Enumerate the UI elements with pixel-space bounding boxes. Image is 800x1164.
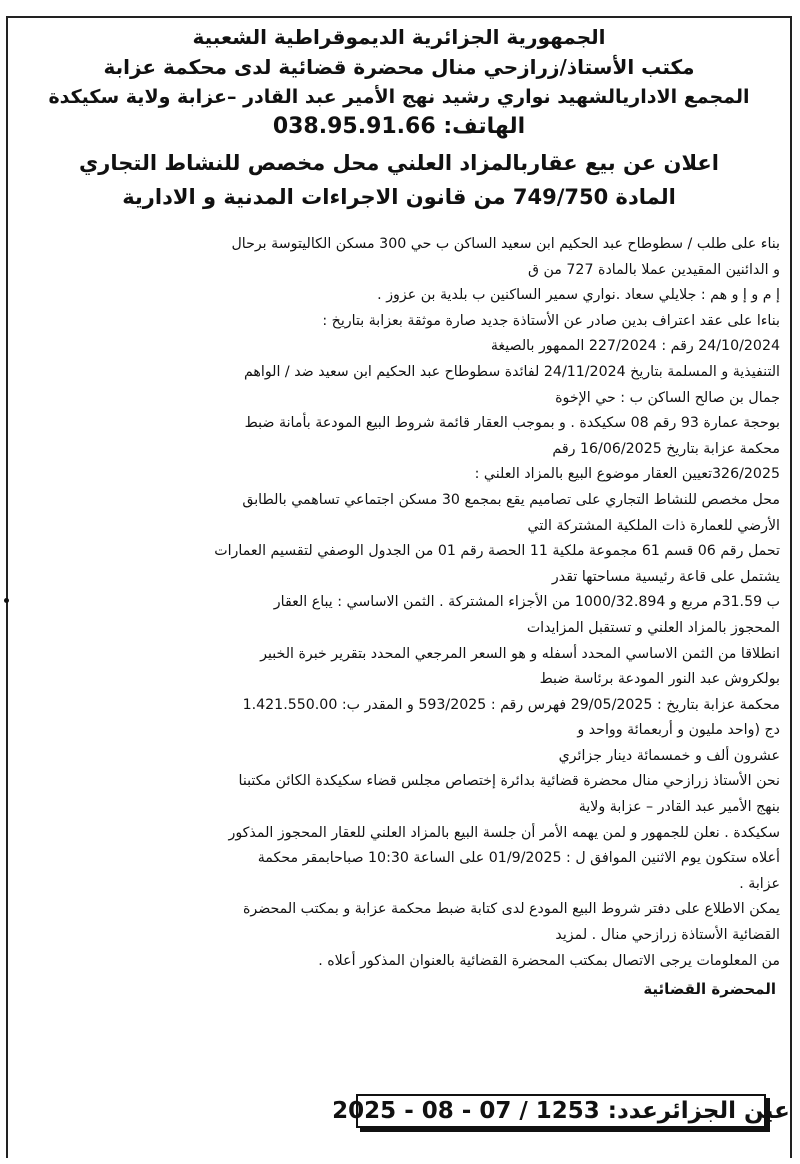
header-office: مكتب الأستاذ/زرازحي منال محضرة قضائية لدى محكمة عزابة [103, 55, 695, 79]
notice-article: المادة 749/750 من قانون الاجراءات المدنية و الادارية [122, 185, 676, 209]
body-line: جمال بن صالح الساكن ب : حي الإخوة [555, 389, 780, 406]
body-line: عزابة . [739, 875, 780, 892]
body-line: سكيكدة . نعلن للجمهور و لمن يهمه الأمر أن جلسة البيع بالمزاد العلني للعقار المحجوز المذكور [228, 824, 780, 841]
legal-notice [18, 22, 780, 998]
body-line: انطلاقا من الثمن الاساسي المحدد أسفله و هو السعر المرجعي المحدد بتقرير خبرة الخبير [260, 645, 780, 662]
body-line: أعلاه ستكون يوم الاثنين الموافق ل : 01/9/2025 على الساعة 10:30 صباحابمقر محكمة [257, 850, 780, 867]
body-line: محل مخصص للنشاط التجاري على تصاميم يقع بمجمع 30 مسكن اجتماعي تساهمي بالطابق [242, 491, 780, 508]
body-line: دج (واحد مليون و أربعمائة وواحد و [577, 722, 780, 739]
notice-title: اعلان عن بيع عقاربالمزاد العلني محل مخصص للنشاط التجاري [79, 151, 719, 175]
header-phone: الهاتف: 038.95.91.66 [272, 114, 526, 139]
signature: المحضرة القضائية [643, 980, 776, 999]
body-line: تحمل رقم 06 قسم 61 مجموعة ملكية 11 الحصة رقم 01 من الجدول الوصفي لتقسيم العمارات [214, 543, 780, 560]
notice-body [18, 232, 780, 974]
body-line: و الدائنين المقيدين عملا بالمادة 727 من ق [527, 261, 780, 278]
body-line: محكمة عزابة بتاريخ 16/06/2025 رقم [552, 440, 780, 457]
publication-reference: عين الجزائرعدد: 1253 / 07 - 08 - 2025 [356, 1094, 766, 1128]
body-line: القضائية الأستاذة زرازحي منال . لمزيد [555, 927, 780, 944]
body-line: إ م و إ و هم : جلايلي سعاد .نواري سمير الساكنين ب بلدية بن عزوز . [377, 287, 780, 304]
body-line: 24/10/2024 رقم : 227/2024 الممهور بالصيغة [490, 338, 780, 355]
body-line: بولكروش عبد النور المودعة برئاسة ضبط [539, 671, 780, 688]
body-line: نحن الأستاذ زرازحي منال محضرة قضائية بدائرة إختصاص مجلس قضاء سكيكدة الكائن مكتبنا [238, 773, 780, 790]
header-address: المجمع الاداريالشهيد نواري رشيد نهج الأمير عبد القادر –عزابة ولاية سكيكدة [48, 86, 750, 108]
body-line: المحجوز بالمزاد العلني و تستقبل المزايدات [526, 619, 780, 636]
body-line: من المعلومات يرجى الاتصال بمكتب المحضرة القضائية بالعنوان المذكور أعلاه . [318, 952, 780, 969]
body-line: بوحجة عمارة 93 رقم 08 سكيكدة . و بموجب العقار قائمة شروط البيع المودعة بأمانة ضبط [244, 415, 780, 432]
body-line: بناءا على عقد اعتراف بدين صادر عن الأستاذة جديد صارة موثقة بعزابة بتاريخ : [322, 312, 780, 329]
header-republic: الجمهورية الجزائرية الديموقراطية الشعبية [192, 25, 606, 49]
body-line: يمكن الاطلاع على دفتر شروط البيع المودع لدى كتابة ضبط محكمة عزابة و بمكتب المحضرة [242, 901, 780, 918]
scan-speck [4, 598, 9, 603]
body-line: الأرضي للعمارة ذات الملكية المشتركة التي [527, 517, 780, 534]
body-line: التنفيذية و المسلمة بتاريخ 24/11/2024 لفائدة سطوطاح عبد الحكيم ابن سعيد ضد / الواهم [243, 363, 780, 380]
body-line: ب 31.59م مربع و 1000/32.894 من الأجزاء المشتركة . الثمن الاساسي : يباع العقار [273, 594, 780, 611]
body-line: بنهج الأمير عبد القادر – عزابة ولاية [578, 799, 780, 816]
body-line: 326/2025تعيين العقار موضوع البيع بالمزاد العلني : [474, 466, 780, 483]
body-line: محكمة عزابة بتاريخ : 29/05/2025 فهرس رقم : 593/2025 و المقدر ب: 1.421.550.00 [242, 696, 780, 713]
body-line: يشتمل على قاعة رئيسية مساحتها تقدر [551, 568, 780, 585]
body-line: عشرون ألف و خمسمائة دينار جزائري [558, 747, 780, 764]
body-line: بناء على طلب / سطوطاح عبد الحكيم ابن سعيد الساكن ب حي 300 مسكن الكاليتوسة برحال [231, 236, 780, 252]
